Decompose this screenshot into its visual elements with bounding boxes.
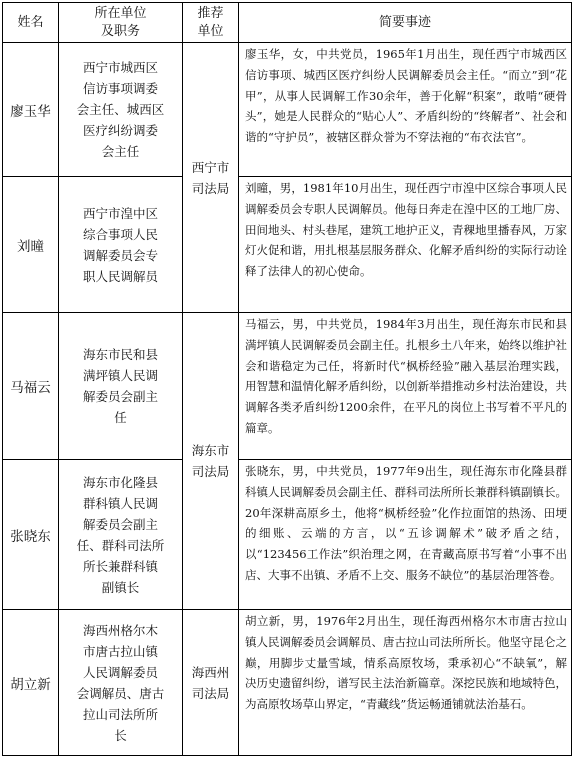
unit-position: 海西州格尔木 市唐古拉山镇 人民调解委员 会调解员、唐古 拉山司法所所 长 [59, 610, 183, 756]
table-row [3, 313, 572, 460]
header-recommender-line1: 推荐 [197, 5, 224, 21]
recommender-unit: 海东市 司法局 [183, 313, 239, 610]
header-unit-line2: 及职务 [100, 23, 140, 39]
recommender-unit: 西宁市 司法局 [183, 43, 239, 313]
candidates-table [2, 2, 572, 756]
header-recommender-line2: 单位 [197, 23, 224, 39]
unit-position: 海东市化隆县 群科镇人民调 解委员会副主 任、群科司法所 所长兼群科镇 副镇长 [59, 460, 183, 610]
recommender-unit: 海西州 司法局 [183, 610, 239, 756]
deeds-text: 胡立新，男，1976年2月出生，现任海西州格尔木市唐古拉山镇人民调解委员会调解员、唐古拉山司法所所长。他坚守昆仑之巅，用脚步丈量雪域，情系高原牧场，秉承初心“不缺氧”，解决历史遗留纠纷，谱写民主法治新篇章。深挖民族和地域特色，为高原牧场草山界定，“青藏线”货运畅通铺就法治基石。 [239, 610, 572, 756]
table-row [3, 610, 572, 756]
unit-position: 西宁市湟中区 综合事项人民 调解委员会专 职人民调解员 [59, 177, 183, 313]
header-name: 姓名 [3, 3, 59, 43]
person-name: 刘曈 [3, 177, 59, 313]
deeds-text: 刘曈，男，1981年10月出生，现任西宁市湟中区综合事项人民调解委员会专职人民调解员。他每日奔走在湟中区的工地厂房、田间地头、村头巷尾，建筑工地护正义，青稞地里播春风，万家灯火促和谐，用扎根基层服务群众、化解矛盾纠纷的实际行动诠释了法律人的初心使命。 [239, 177, 572, 313]
header-row [3, 3, 572, 43]
header-unit [59, 3, 183, 43]
table-row [3, 177, 572, 313]
deeds-text: 张晓东，男，中共党员，1977年9出生，现任海东市化隆县群科镇人民调解委员会副主任、群科司法所所长兼群科镇副镇长。20年深耕高原乡土，他将“枫桥经验”化作拉面馆的热汤、田埂的细账、云端的方言，以“五诊调解术”破矛盾之结，以“123456工作法”织治理之网，在青藏高原书写着“小事不出店、大事不出镇、矛盾不上交、服务不缺位”的基层治理答卷。 [239, 460, 572, 610]
deeds-text: 马福云，男，中共党员，1984年3月出生，现任海东市民和县满坪镇人民调解委员会副主任。扎根乡土八年来，始终以维护社会和谐稳定为己任，将新时代“枫桥经验”融入基层治理实践，用智慧和温情化解矛盾纠纷，以创新举措推动乡村法治建设，共调解各类矛盾纠纷1200余件，在平凡的岗位上书写着不平凡的篇章。 [239, 313, 572, 460]
person-name: 马福云 [3, 313, 59, 460]
table-row [3, 43, 572, 177]
header-recommender [183, 3, 239, 43]
table-row [3, 460, 572, 610]
deeds-text: 廖玉华，女，中共党员，1965年1月出生，现任西宁市城西区信访事项、城西区医疗纠纷人民调解委员会主任。“而立”到“花甲”，从事人民调解工作30余年，善于化解“积案”，敢啃“硬骨头”，她是人民群众的“贴心人”、矛盾纠纷的“终解者”、社会和谐的“守护员”，被辖区群众誉为不穿法袍的“布衣法官”。 [239, 43, 572, 177]
unit-position: 海东市民和县 满坪镇人民调 解委员会副主 任 [59, 313, 183, 460]
person-name: 胡立新 [3, 610, 59, 756]
person-name: 廖玉华 [3, 43, 59, 177]
unit-position: 西宁市城西区 信访事项调委 会主任、城西区 医疗纠纷调委 会主任 [59, 43, 183, 177]
header-unit-line1: 所在单位 [94, 5, 147, 21]
header-deeds: 简要事迹 [239, 3, 572, 43]
person-name: 张晓东 [3, 460, 59, 610]
